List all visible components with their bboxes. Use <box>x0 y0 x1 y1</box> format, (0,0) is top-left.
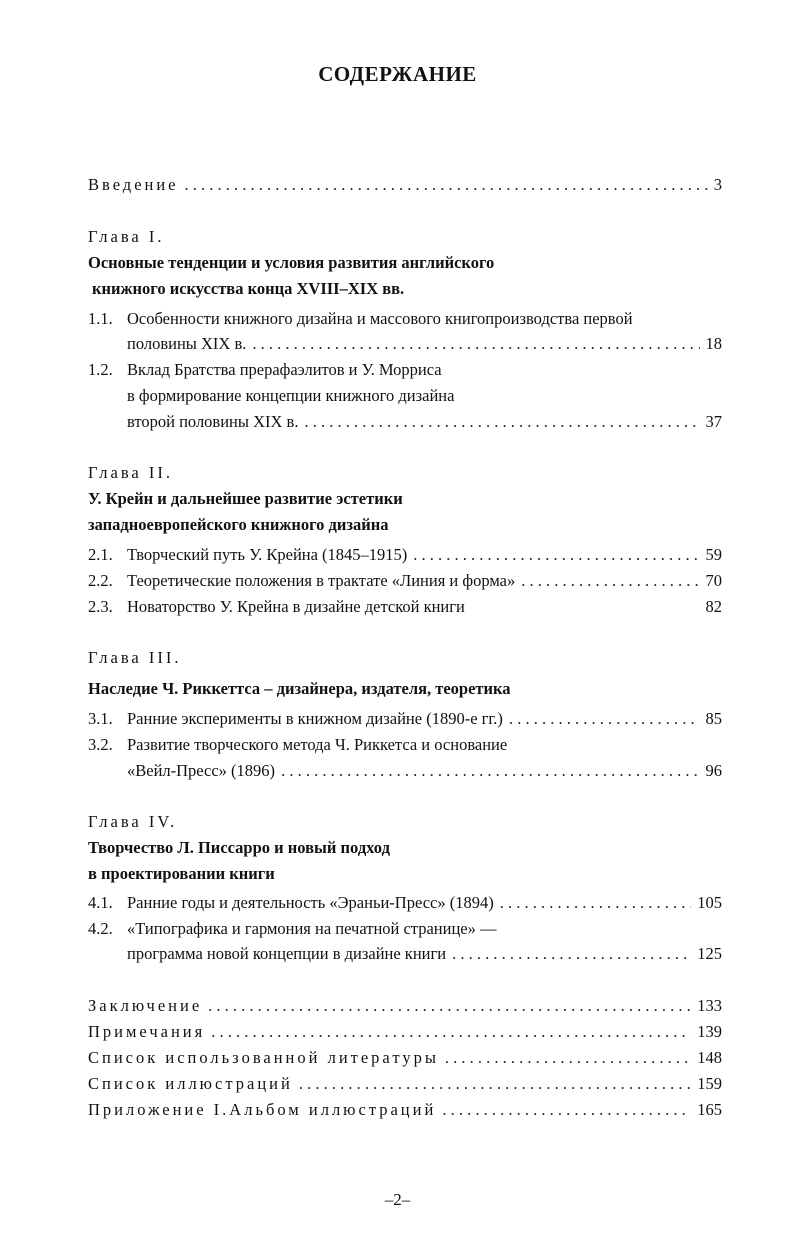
entry-page: 148 <box>697 1048 722 1067</box>
toc-entry-section[interactable] <box>88 917 722 941</box>
dot-leader <box>299 1072 691 1096</box>
page-title: СОДЕРЖАНИЕ <box>318 62 477 86</box>
toc-entry-section[interactable] <box>88 595 722 619</box>
section-text: Ранние эксперименты в книжном дизайне (1890-е гг.) <box>127 709 503 728</box>
toc-entry-intro[interactable] <box>88 173 722 197</box>
dot-leader <box>208 994 691 1018</box>
chapter-heading-line: Основные тенденции и условия развития английского <box>88 253 495 272</box>
entry-page: 96 <box>705 761 722 780</box>
entry-page: 139 <box>697 1022 722 1041</box>
entry-page: 82 <box>705 597 722 616</box>
toc-entry-appendix[interactable] <box>88 1098 722 1122</box>
dot-leader <box>442 1098 691 1122</box>
entry-page: 105 <box>697 893 722 912</box>
page-number: –2– <box>384 1190 411 1209</box>
chapter-heading-line: западноевропейского книжного дизайна <box>88 515 389 534</box>
section-text: в формирование концепции книжного дизайна <box>127 386 455 405</box>
dot-leader <box>452 942 691 966</box>
chapter-label: Глава II. <box>88 463 173 482</box>
toc-entry-section-cont[interactable] <box>127 759 722 783</box>
toc-entry-illustrations[interactable] <box>88 1072 722 1096</box>
section-number: 1.1. <box>88 309 113 328</box>
toc-entry-section-cont[interactable] <box>127 332 722 356</box>
section-text: «Вейл-Пресс» (1896) <box>127 761 276 780</box>
section-text: программа новой концепции в дизайне книги <box>127 944 447 963</box>
toc-entry-bibliography[interactable] <box>88 1046 722 1070</box>
dot-leader <box>304 410 699 434</box>
section-number: 3.2. <box>88 735 113 754</box>
entry-page: 125 <box>697 944 722 963</box>
section-text: Творческий путь У. Крейна (1845–1915) <box>127 545 408 564</box>
section-text: «Типографика и гармония на печатной странице» — <box>127 919 497 938</box>
toc-entry-section[interactable] <box>88 733 722 757</box>
entry-page: 18 <box>705 334 722 353</box>
chapter-heading-line: Творчество Л. Писсарро и новый подход <box>88 838 390 857</box>
entry-label: Заключение <box>88 996 203 1015</box>
entry-label: Список использованной литературы <box>88 1048 439 1067</box>
chapter-label: Глава I. <box>88 227 165 246</box>
chapter-heading-line: Наследие Ч. Риккеттса – дизайнера, издателя, теоретика <box>88 679 511 698</box>
dot-leader <box>521 569 699 593</box>
entry-page: 37 <box>705 412 722 431</box>
section-text: Теоретические положения в трактате «Линия и форма» <box>127 571 516 590</box>
section-text: Ранние годы и деятельность «Эраньи-Пресс» (1894) <box>127 893 494 912</box>
toc-entry-section-cont <box>127 384 722 408</box>
chapter-heading-line: в проектировании книги <box>88 864 275 883</box>
entry-page: 85 <box>705 709 722 728</box>
toc-entry-section[interactable] <box>88 543 722 567</box>
section-text: второй половины XIX в. <box>127 412 299 431</box>
toc-entry-section[interactable] <box>88 307 722 331</box>
dot-leader <box>185 173 708 197</box>
section-text: Новаторство У. Крейна в дизайне детской книги <box>127 597 465 616</box>
section-text: Вклад Братства прерафаэлитов и У. Морриса <box>127 360 442 379</box>
entry-page: 165 <box>697 1100 722 1119</box>
section-number: 2.3. <box>88 597 113 616</box>
entry-label: Примечания <box>88 1022 206 1041</box>
entry-page: 70 <box>705 571 722 590</box>
section-number: 4.2. <box>88 919 113 938</box>
entry-page: 159 <box>697 1074 722 1093</box>
section-text: половины XIX в. <box>127 334 247 353</box>
toc-entry-notes[interactable] <box>88 1020 722 1044</box>
dot-leader <box>211 1020 691 1044</box>
entry-page: 59 <box>705 545 722 564</box>
dot-leader <box>281 759 699 783</box>
section-number: 1.2. <box>88 360 113 379</box>
entry-page: 133 <box>697 996 722 1015</box>
toc-entry-section-cont[interactable] <box>127 942 722 966</box>
chapter-heading-line: У. Крейн и дальнейшее развитие эстетики <box>88 489 403 508</box>
entry-label: Введение <box>88 175 179 194</box>
section-number: 2.2. <box>88 571 113 590</box>
section-number: 4.1. <box>88 893 113 912</box>
dot-leader <box>252 332 699 356</box>
toc-entry-section-cont[interactable] <box>127 410 722 434</box>
entry-label: Приложение I.Альбом иллюстраций <box>88 1100 437 1119</box>
dot-leader <box>413 543 699 567</box>
chapter-label: Глава III. <box>88 648 182 667</box>
toc-entry-section[interactable] <box>88 569 722 593</box>
entry-page: 3 <box>713 175 722 194</box>
section-text: Развитие творческого метода Ч. Риккетса и основание <box>127 735 508 754</box>
toc-entry-section[interactable] <box>88 707 722 731</box>
toc-entry-section[interactable] <box>88 358 722 382</box>
section-number: 2.1. <box>88 545 113 564</box>
dot-leader <box>445 1046 691 1070</box>
section-text: Особенности книжного дизайна и массового книгопроизводства первой <box>127 309 633 328</box>
chapter-heading-line: книжного искусства конца XVIII–XIX вв. <box>92 279 405 298</box>
dot-leader <box>500 891 692 915</box>
toc-entry-section[interactable] <box>88 891 722 915</box>
entry-label: Список иллюстраций <box>88 1074 293 1093</box>
chapter-label: Глава IV. <box>88 812 178 831</box>
toc-entry-conclusion[interactable] <box>88 994 722 1018</box>
dot-leader <box>509 707 700 731</box>
section-number: 3.1. <box>88 709 113 728</box>
